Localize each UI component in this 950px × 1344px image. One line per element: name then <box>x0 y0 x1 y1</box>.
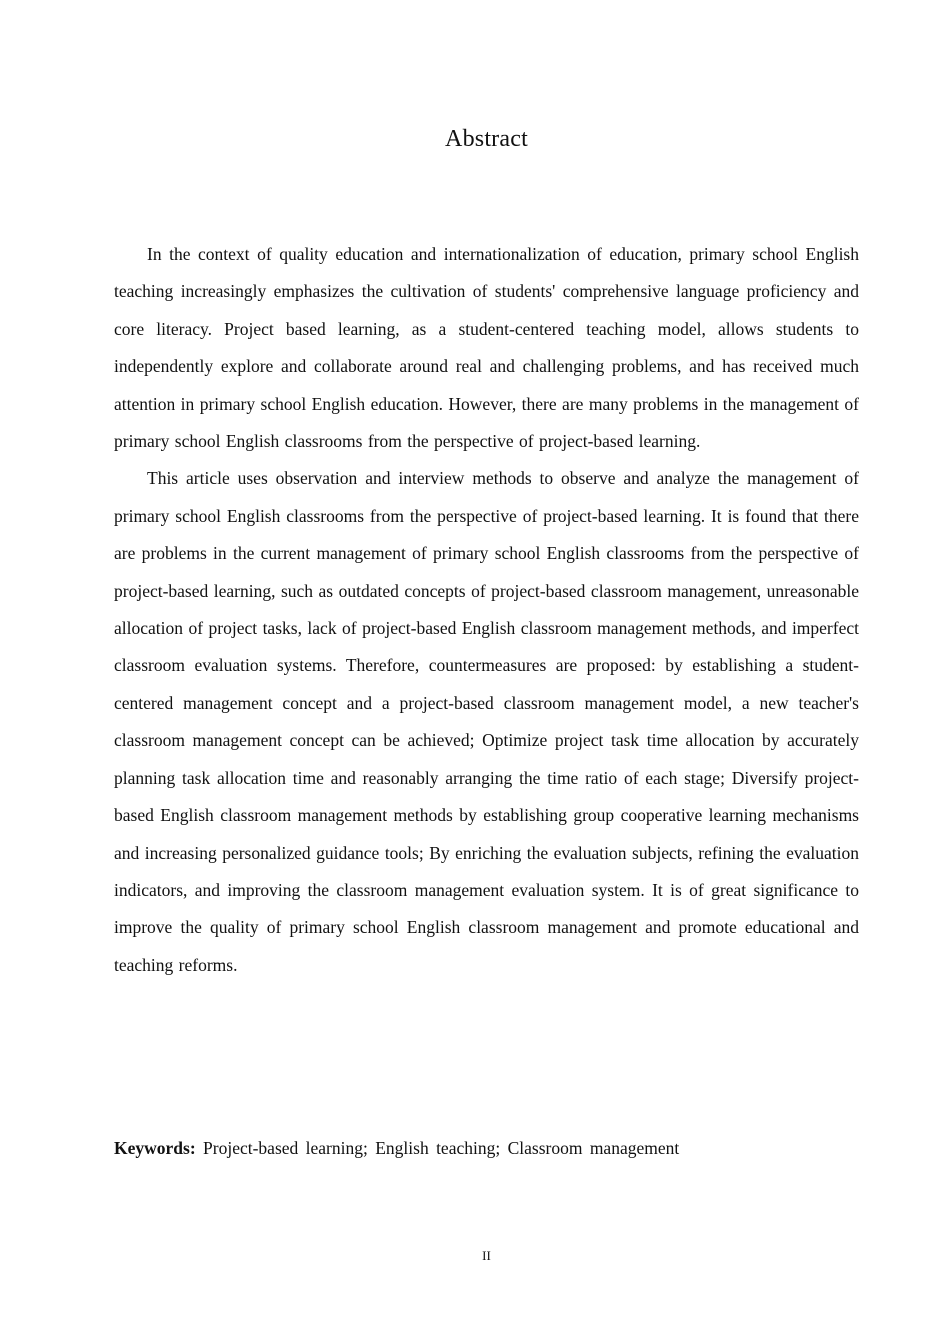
keywords-label: Keywords: <box>114 1138 196 1158</box>
keywords-line <box>114 1130 859 1166</box>
page-title: Abstract <box>445 126 528 152</box>
abstract-body <box>114 236 859 984</box>
abstract-paragraph-1: In the context of quality education and internationalization of education, primary school English teaching increasingly emphasizes the cultivation of students' comprehensive language proficiency and core literacy. Project based learning, as a student-centered teaching model, allows students to independently explore and collaborate around real and challenging problems, and has received much attention in primary school English education. However, there are many problems in the management of primary school English classrooms from the perspective of project-based learning. <box>114 244 859 452</box>
page-number: II <box>482 1248 491 1263</box>
keywords-text: Project-based learning; English teaching; Classroom management <box>203 1138 680 1158</box>
abstract-paragraph-2: This article uses observation and interview methods to observe and analyze the management of primary school English classrooms from the perspective of project-based learning. It is found that there are problems in the current management of primary school English classrooms from the perspective of project-based learning, such as outdated concepts of project-based classroom management, unreasonable allocation of project tasks, lack of project-based English classroom management methods, and imperfect classroom evaluation systems. Therefore, countermeasures are proposed: by establishing a student-centered management concept and a project-based classroom management model, a new teacher's classroom management concept can be achieved; Optimize project task time allocation by accurately planning task allocation time and reasonably arranging the time ratio of each stage; Diversify project-based English classroom management methods by establishing group cooperative learning mechanisms and increasing personalized guidance tools; By enriching the evaluation subjects, refining the evaluation indicators, and improving the classroom management evaluation system. It is of great significance to improve the quality of primary school English classroom management and promote educational and teaching reforms. <box>114 468 859 975</box>
